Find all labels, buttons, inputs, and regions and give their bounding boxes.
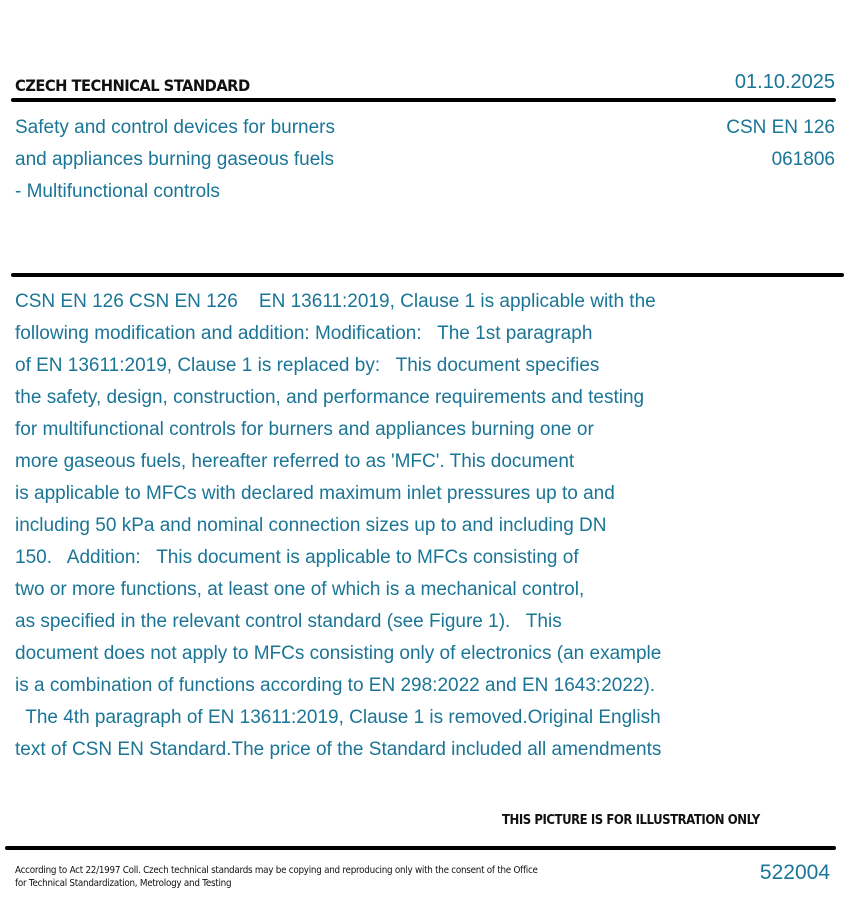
body-line: CSN EN 126 CSN EN 126 EN 13611:2019, Clause 1 is applicable with the — [15, 291, 656, 312]
publication-date: 01.10.2025 — [734, 71, 835, 93]
class-code: 061806 — [771, 149, 835, 170]
footer-divider — [5, 846, 836, 850]
body-line: as specified in the relevant control standard (see Figure 1). This — [15, 611, 562, 632]
illustration-note: THIS PICTURE IS FOR ILLUSTRATION ONLY — [502, 813, 760, 828]
body-line: for multifunctional controls for burners and appliances burning one or — [15, 419, 594, 440]
body-line: of EN 13611:2019, Clause 1 is replaced by: This document specifies — [15, 355, 600, 376]
body-line: is a combination of functions according to EN 298:2022 and EN 1643:2022). — [15, 675, 656, 696]
title-line: and appliances burning gaseous fuels — [15, 149, 335, 170]
body-line: following modification and addition: Modification: The 1st paragraph — [15, 323, 593, 344]
body-line: 150. Addition: This document is applicable to MFCs consisting of — [15, 547, 579, 568]
footer-code: 522004 — [759, 861, 830, 884]
body-line: two or more functions, at least one of which is a mechanical control, — [15, 579, 585, 600]
body-line: text of CSN EN Standard.The price of the Standard included all amendments — [15, 739, 662, 760]
legal-notice-line: According to Act 22/1997 Coll. Czech technical standards may be copying and reproducing only with the consent of the Office — [15, 865, 538, 876]
body-line: including 50 kPa and nominal connection sizes up to and including DN — [15, 515, 607, 536]
document-type-label: CZECH TECHNICAL STANDARD — [15, 76, 250, 95]
body-line: is applicable to MFCs with declared maximum inlet pressures up to and — [15, 483, 615, 504]
title-line: Safety and control devices for burners — [15, 117, 336, 138]
legal-notice-line: for Technical Standardization, Metrology and Testing — [15, 878, 232, 889]
body-line: the safety, design, construction, and performance requirements and testing — [15, 387, 645, 408]
title-divider — [11, 273, 844, 277]
body-line: more gaseous fuels, hereafter referred to as 'MFC'. This document — [15, 451, 575, 472]
title-line: - Multifunctional controls — [15, 181, 220, 202]
standard-number: CSN EN 126 — [726, 117, 835, 138]
body-line: The 4th paragraph of EN 13611:2019, Clause 1 is removed.Original English — [15, 707, 661, 728]
header-divider — [11, 98, 836, 102]
body-line: document does not apply to MFCs consisting only of electronics (an example — [15, 643, 662, 664]
